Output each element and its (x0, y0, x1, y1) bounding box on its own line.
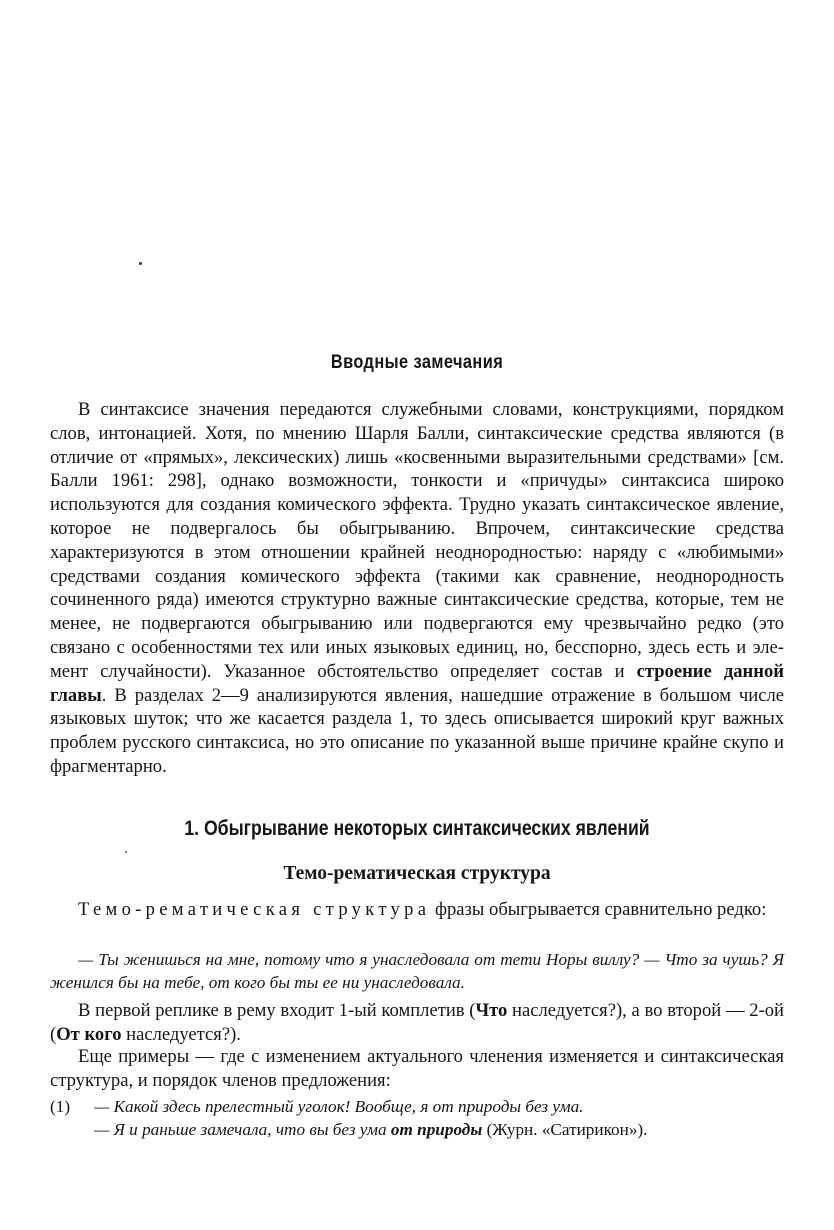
example-line-2-bold: от природы (390, 1120, 483, 1139)
p2-bold-2: От кого (56, 1023, 122, 1045)
subsection-heading: Темо-рематическая структура (283, 863, 551, 884)
p2-text-1: В первой реплике в рему входит 1-ый комплетив ( (78, 1000, 476, 1021)
paragraph-theme-rheme-rest: фразы обыгрывается сравнительно редко: (430, 899, 767, 920)
intro-text-part2: . В разделах 2—9 анализируются явления, нашедшие отражение в большом числе языковых шуток; что же касается раздела 1, то здесь описывается широкий круг важных проблем русского синтаксиса, но это описание по указанной выше причине крайне скупо и фрагментарно. (50, 684, 784, 777)
intro-paragraph (50, 398, 784, 779)
example-line-2 (50, 1118, 784, 1141)
intro-bold-phrase: строение данной главы (50, 660, 784, 706)
spaced-term: Темо-рематическая структура (78, 899, 431, 920)
paragraph-more-examples: Еще примеры — где с изменением актуального членения изменяется и синтаксическая структура, и порядок членов предложения: (50, 1046, 784, 1091)
p2-bold-1: Что (475, 1000, 508, 1021)
paragraph-rheme-explanation (50, 999, 784, 1047)
example-line-2-text: — Я и раньше замечала, что вы без ума (94, 1120, 391, 1139)
example-line-2-source: (Журн. «Сатирикон»). (482, 1120, 648, 1139)
p2-text-3: наследуется?). (121, 1023, 241, 1045)
intro-text-part1: В синтаксисе значения передаются служебными словами, конструкциями, порядком слов, интонацией. Хотя, по мнению Шарля Балли, синтаксические средства являются (в отличие от «прямых», лексических) лишь «косвенными выразительными средствами» [см. Балли 1961: 298], однако возможности, тонкости и «причуды» синтаксиса широко используются для создания комического эффекта. Трудно указать синтаксическое явление, которое не подвергалось бы обыгрыванию. Впрочем, синтаксические средства характеризуются в этом отношении крайней неоднородностью: наряду с «любимыми» средствами создания комического эффекта (такими как сравнение, неоднородность сочиненного ряда) имеются структурно важные синтаксические средства, которые, тем не менее, не подвергаются обыгрыванию или подвергаются ему чрезвычайно редко (это связано с особенностями тех или иных языковых единиц, но, бесспорно, здесь есть и элемент случайности). Указанное обстоятельство определяет состав и (50, 399, 784, 682)
scan-speck-2 (125, 851, 127, 853)
numbered-example (50, 1095, 784, 1141)
example-number: (1) (50, 1097, 71, 1116)
section-heading: 1. Обыгрывание некоторых синтаксических явлений (184, 817, 650, 840)
dialogue-example: — Ты женишься на мне, потому что я унаследовала от тети Норы виллу? — Что за чушь? Я женился бы на тебе, от кого бы ты ее ни унаследовала. (50, 950, 784, 992)
example-line-1-text: — Какой здесь прелестный уголок! Вообще, я от природы без ума. (94, 1097, 584, 1116)
example-line-1 (50, 1095, 784, 1118)
intro-heading: Вводные замечания (330, 352, 504, 373)
scan-speck (139, 262, 142, 265)
paragraph-theme-rheme (50, 898, 784, 922)
p2-text-2: наследуется?), а во второй — 2-ой ( (50, 1000, 785, 1045)
